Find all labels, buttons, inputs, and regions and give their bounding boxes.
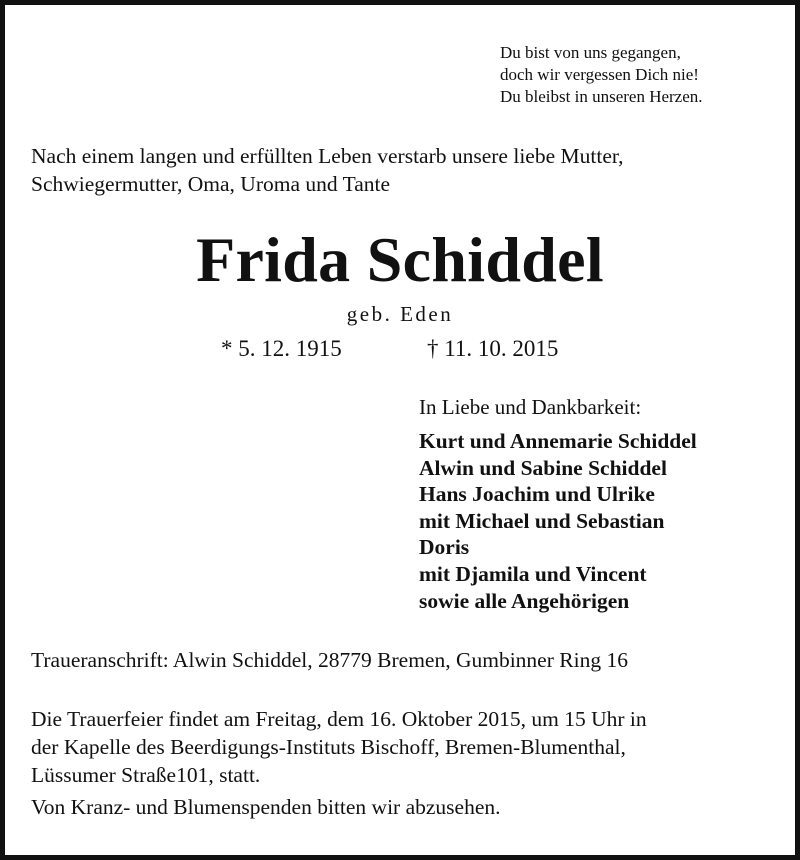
- poem-line: Du bleibst in unseren Herzen.: [500, 87, 703, 106]
- mourners-list: [419, 428, 697, 614]
- ceremony-line: Die Trauerfeier findet am Freitag, dem 16. Oktober 2015, um 15 Uhr in: [31, 707, 647, 731]
- intro-line: Schwiegermutter, Oma, Uroma und Tante: [31, 172, 391, 196]
- birth-date: * 5. 12. 1915: [221, 336, 342, 361]
- mourner-name: mit Djamila und Vincent: [419, 561, 647, 586]
- poem-line: Du bist von uns gegangen,: [500, 43, 681, 62]
- ceremony-line: der Kapelle des Beerdigungs-Instituts Bischoff, Bremen-Blumenthal,: [31, 735, 626, 759]
- birth-name: geb. Eden: [346, 302, 454, 326]
- poem: [500, 42, 703, 108]
- mourning-address: Traueranschrift: Alwin Schiddel, 28779 Bremen, Gumbinner Ring 16: [31, 648, 628, 672]
- mourner-name: Doris: [419, 535, 470, 560]
- mourners-heading: In Liebe und Dankbarkeit:: [419, 395, 642, 419]
- mourner-name: Kurt und Annemarie Schiddel: [419, 429, 697, 453]
- intro-text: [31, 142, 624, 198]
- flowers-note: Von Kranz- und Blumenspenden bitten wir abzusehen.: [31, 795, 501, 819]
- mourner-name: Hans Joachim und Ulrike: [419, 482, 655, 507]
- poem-line: doch wir vergessen Dich nie!: [500, 65, 699, 84]
- mourner-name: sowie alle Angehörigen: [419, 588, 630, 613]
- death-date: † 11. 10. 2015: [427, 336, 559, 361]
- deceased-name: Frida Schiddel: [196, 224, 604, 295]
- ceremony-info: [31, 705, 776, 789]
- mourner-name: mit Michael und Sebastian: [419, 508, 665, 533]
- ceremony-line: Lüssumer Straße101, statt.: [31, 763, 261, 787]
- mourner-name: Alwin und Sabine Schiddel: [419, 455, 667, 480]
- intro-line: Nach einem langen und erfüllten Leben verstarb unsere liebe Mutter,: [31, 144, 624, 168]
